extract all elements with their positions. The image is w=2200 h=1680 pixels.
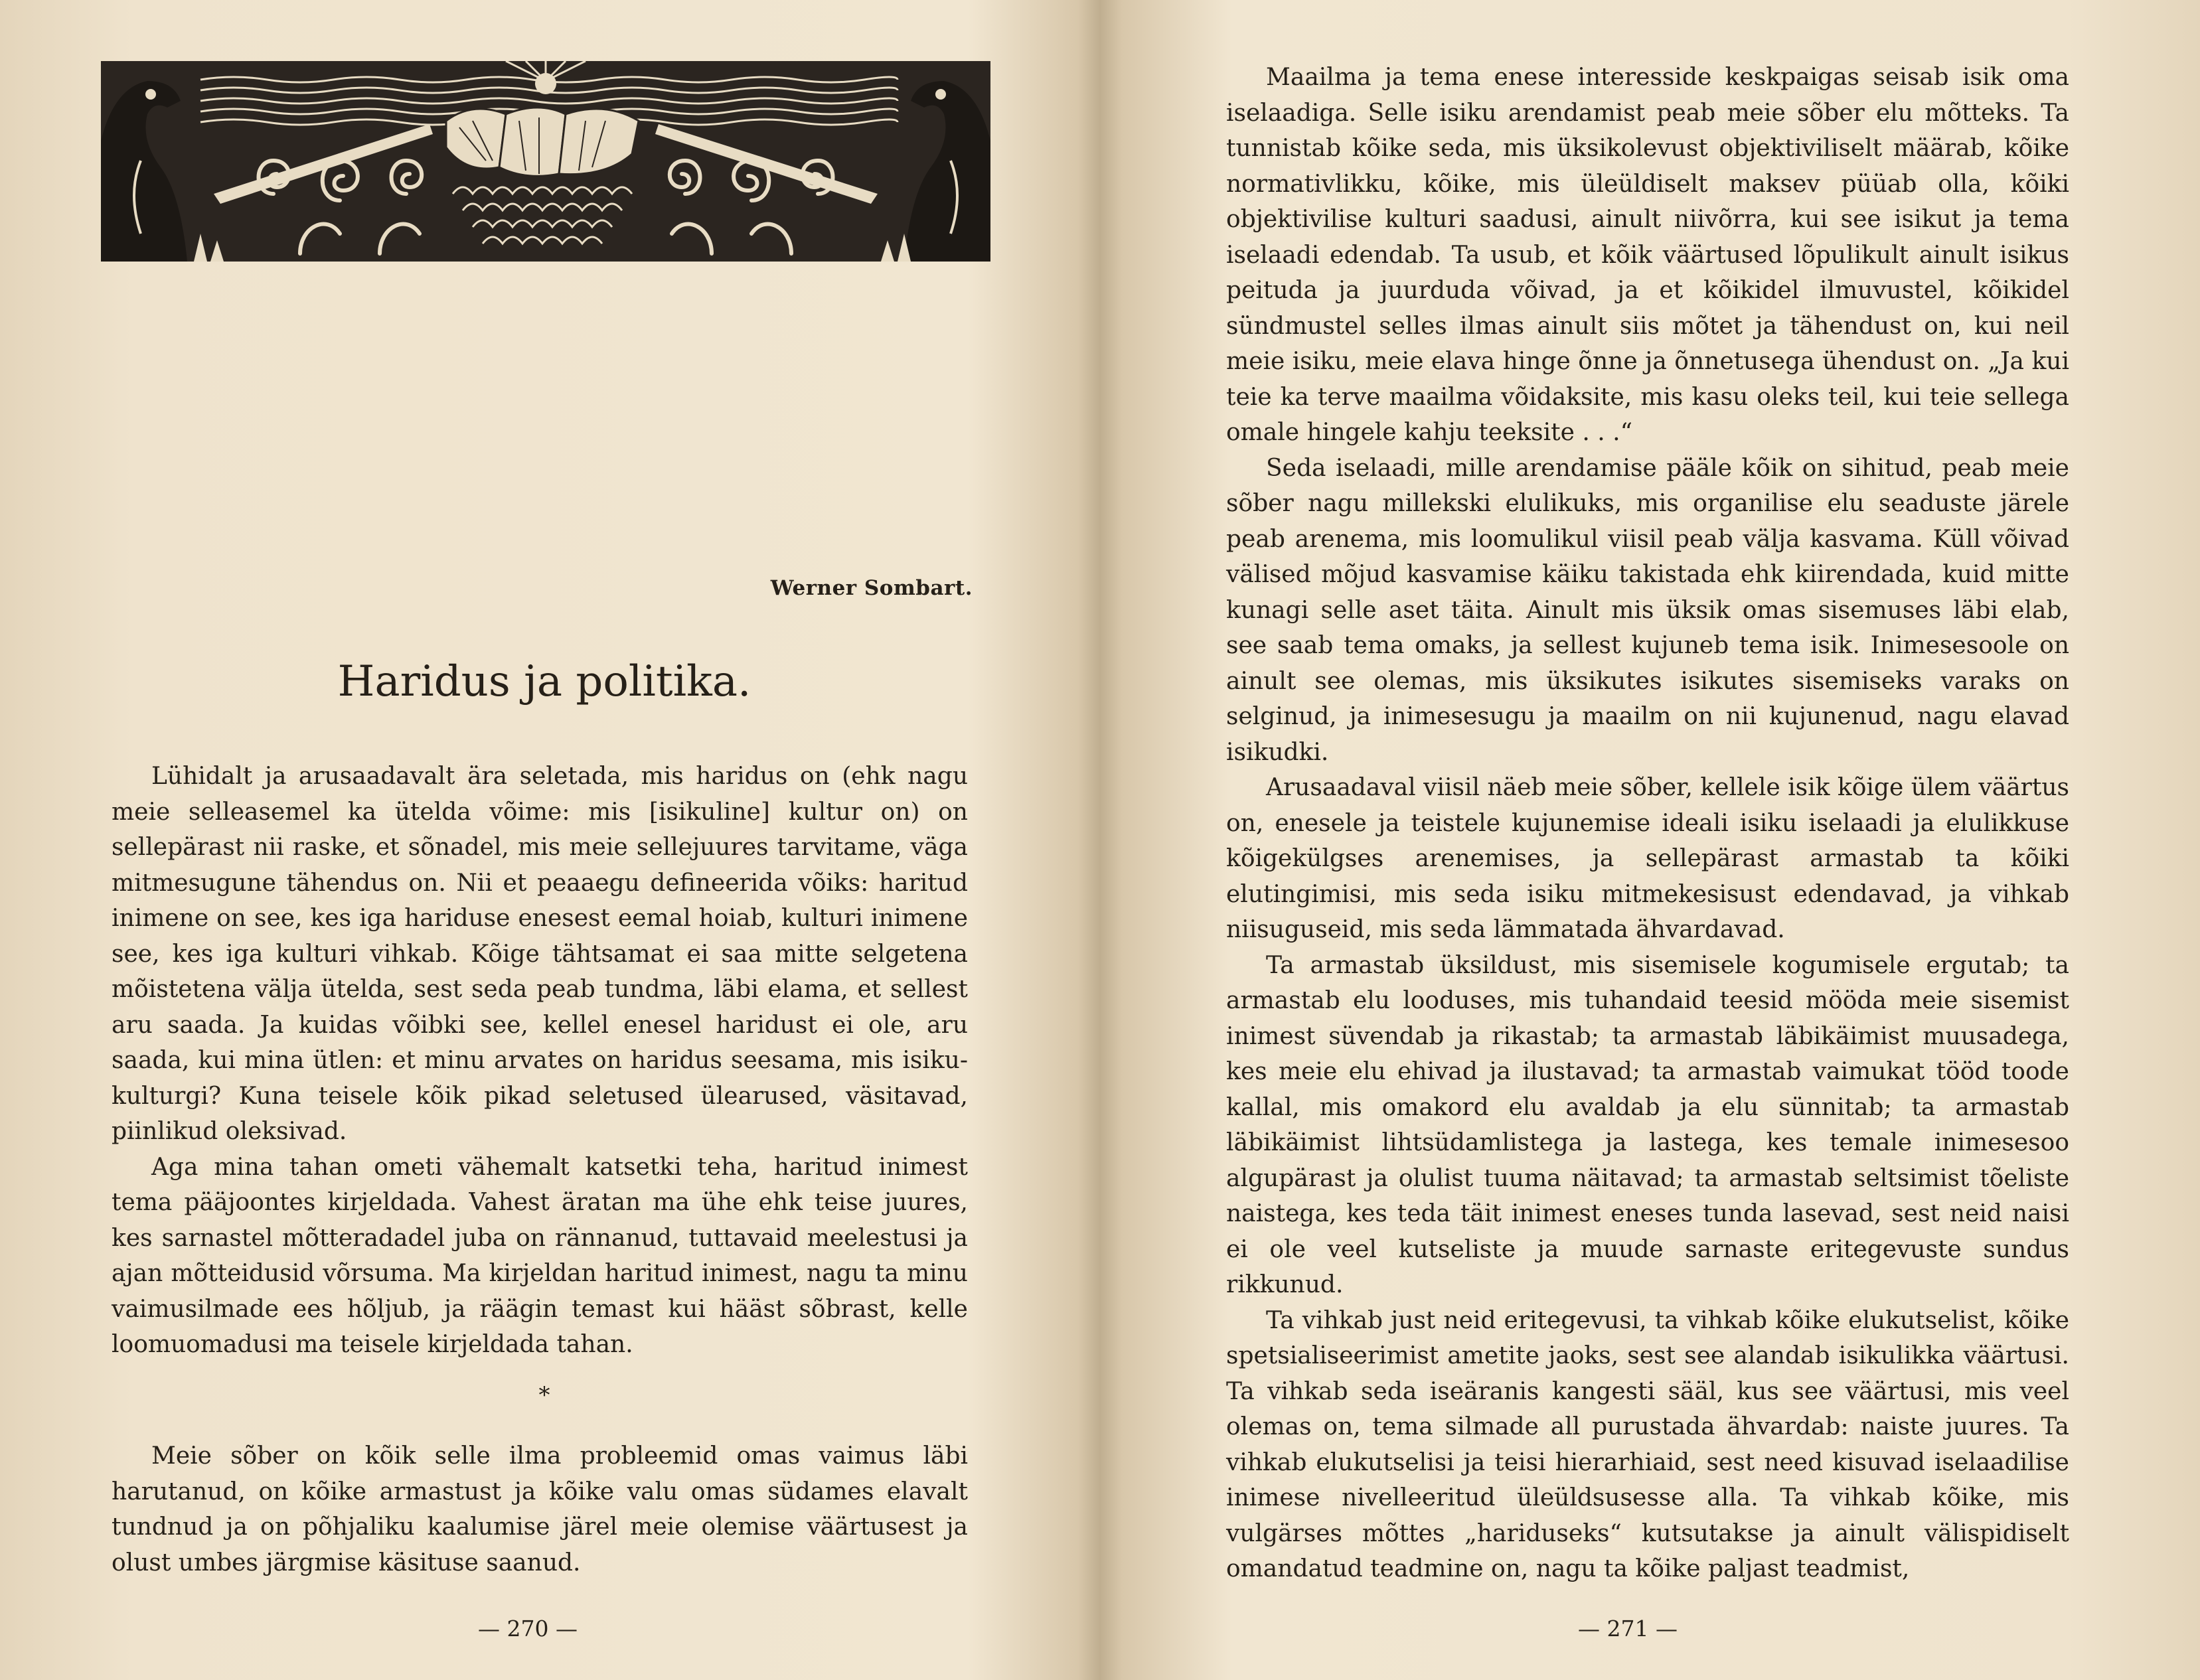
decorative-headpiece-icon [101,61,990,262]
paragraph: Lühidalt ja arusaadavalt ära seletada, mis haridus on (ehk nagu meie selleasemel ka ütelda võime: mis [isikuline] kultur on) on sellepärast nii raske, et sõnadel, mis meie sellejuures tarvitame, väga mitmesugune tähendus on. Nii et peaaegu defineerida võiks: haritud inimene on see, kes iga hariduse enesest eemal hoiab, kulturi inimene see, kes iga kulturi vihkab. Kõige tähtsamat ei saa mitte selgetena mõistetena välja ütelda, sest seda peab tundma, läbi elama, et sellest aru saada. Ja kuidas võibki see, kellel enesel haridust ei ole, aru saada, kui mina ütlen: et minu arvates on haridus seesama, mis isiku-kulturgi? Kuna teisele kõik pikad seletused ülearused, väsitavad, piinlikud oleksivad. [112,763,968,1145]
paragraph: Arusaadaval viisil näeb meie sõber, kellele isik kõige ülem väärtus on, enesele ja teistele kujunemise ideali isiku iselaadi ja elulikkuse kõigekülgses arenemises, ja sellepärast armastab ta kõiki elutingimisi, mis seda isiku mitmekesisust edendavad, ja vihkab niisuguseid, mis seda lämmatada ähvardavad. [1226,774,2069,943]
left-body-text [112,759,968,1363]
right-body-text [1226,60,2069,1587]
right-page [1100,0,2200,1680]
paragraph: Maailma ja tema enese interesside keskpaigas seisab isik oma iselaadiga. Selle isiku arendamist peab meie sõber elu mõtteks. Ta tunnistab kõike seda, mis üksikolevust objektiviliselt määrab, kõike normativlikku, kõike, mis üleüldiselt maksev püüab olla, kõiki objektivilise kulturi saadusi, ainult niivõrra, kui see isikut ja tema iselaadi edendab. Ta usub, et kõik väärtused lõpulikult ainult isikus peituda ja juurduda võivad, ja et kõikidel ilmuvustel, kõikidel sündmustel selles ilmas ainult siis mõtet ja tähendust on, kui neil meie isiku, meie elava hinge õnne ja õnnetusega ühendust on. „Ja kui teie ka terve maailma võidaksite, mis kasu oleks teil, kui teie sellega omale hingele kahju teeksite . . .“ [1226,64,2069,446]
left-body-text-continued [112,1438,968,1580]
paragraph: Seda iselaadi, mille arendamise pääle kõik on sihitud, peab meie sõber nagu millekski elulikuks, mis organilise elu seaduste järele peab arenema, mis loomulikul viisil peab välja kasvama. Küll võivad välised mõjud kasvamise käiku takistada ehk kiirendada, kuid mitte kunagi selle aset täita. Ainult mis üksik omas sisemuses läbi elab, see saab tema omaks, ja sellest kujuneb tema isik. Inimesesoole on ainult see olemas, mis üksikutes isikutes sisemiseks varaks on selginud, ja inimesesugu ja maailm on nii kujunenud, nagu elavad isikudki. [1226,454,2069,766]
paragraph: Aga mina tahan ometi vähemalt katsetki teha, haritud inimest tema pääjoontes kirjeldada. Vahest äratan ma ühe ehk teise juures, kes sarnastel mõtteradadel juba on rännanud, tuttavaid meelestusi ja ajan mõtteidusid võrsuma. Ma kirjeldan haritud inimest, nagu ta minu vaimusilmade ees hõljub, ja räägin temast kui hääst sõbrast, kelle loomuomadusi ma teisele kirjeldada tahan. [112,1153,968,1358]
section-separator: * [538,1382,550,1409]
article-author: Werner Sombart. [770,576,973,600]
paragraph: Ta vihkab just neid eritegevusi, ta vihkab kõike elukutselist, kõike spetsialiseerimist ametite jaoks, sest see alandab isikulikka väärtusi. Ta vihkab seda iseäranis kangesti sääl, kus see väärtusi, mis veel olemas on, tema silmade all purustada ähvardab: naiste juures. Ta vihkab elukutselisi ja teisi hierarhiaid, sest need kisuvad iselaadilise inimese nivelleeritud üleüldsusesse alla. Ta vihkab kõike, mis vulgärses mõttes „hariduseks“ kutsutakse ja ainult välispidiselt omandatud teadmine on, nagu ta kõike paljast teadmist, [1226,1306,2069,1582]
page-number: — 271 — [1578,1616,1678,1642]
paragraph: Ta armastab üksildust, mis sisemisele kogumisele ergutab; ta armastab elu looduses, mis tuhandaid teesid mööda meie sisemist inimest süvendab ja rikastab; ta armastab läbikäimist muusadega, kes meie elu ehivad ja ilustavad; ta armastab vaimukat tööd toode kallal, mis omakord elu avaldab ja elu sünnitab; ta armastab läbikäimist lihtsüdamlistega ja lastega, kes temale inimesesoo algupärast ja olulist tuuma näitavad; ta armastab seltsimist tõeliste naistega, kes teda täit inimest eneses tunda lasevad, sest neid naisi ei ole veel kutseliste ja muude sarnaste eritegevuste sundus rikkunud. [1226,951,2069,1298]
page-number: — 270 — [478,1616,578,1642]
article-title: Haridus ja politika. [337,657,751,706]
paragraph: Meie sõber on kõik selle ilma probleemid omas vaimus läbi harutanud, on kõike armastust ja kõike valu omas südames elavalt tundnud ja on põhjaliku kaalumise järel meie olemise väärtusest ja olust umbes järgmise käsituse saanud. [112,1442,968,1576]
